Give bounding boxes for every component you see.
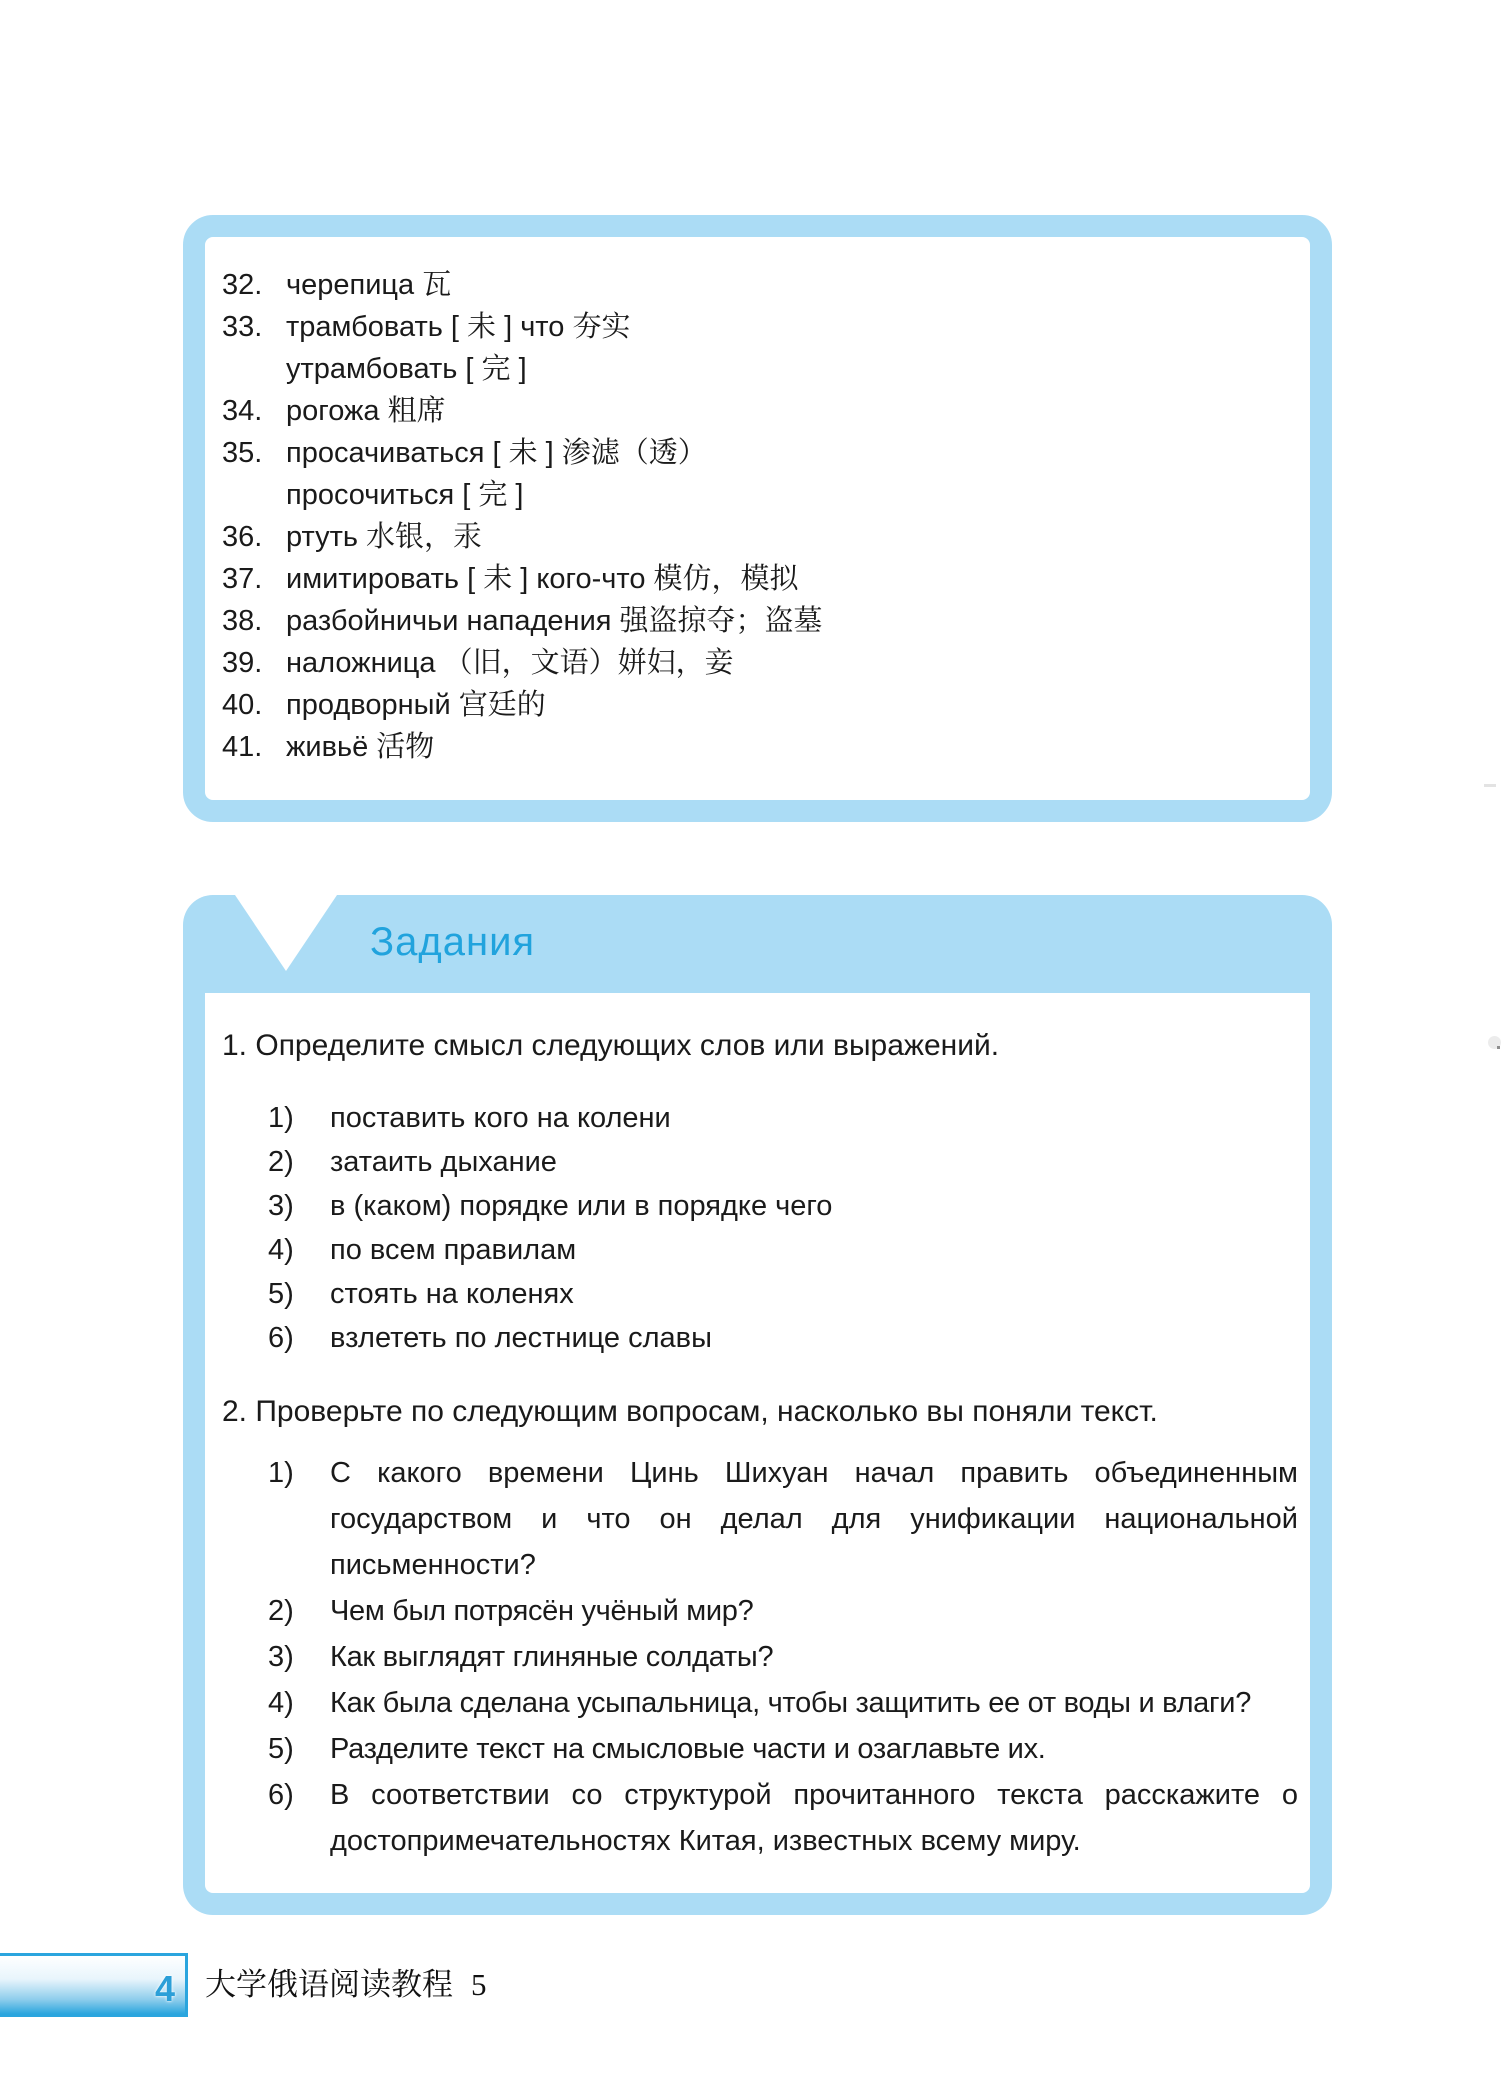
vocab-item-number: 40. <box>222 689 263 721</box>
item-number: 3) <box>268 1641 294 1673</box>
exercise2-item <box>222 1588 1298 1634</box>
footer-page-number-tab <box>0 1953 188 2017</box>
footer-book-title <box>205 1966 487 2004</box>
exercise2-item <box>222 1450 1298 1588</box>
vocab-item-number: 32. <box>222 269 263 301</box>
vocab-item-number: 35. <box>222 437 263 469</box>
item-text: стоять на коленях <box>330 1278 574 1310</box>
vocab-item <box>222 432 1296 474</box>
tasks-content <box>183 993 1332 1915</box>
item-text: в (каком) порядке или в порядке чего <box>330 1190 833 1222</box>
vocab-item-text: трамбовать [ 未 ] что 夯实 <box>286 311 631 343</box>
exercise2-list <box>222 1450 1298 1864</box>
exercise1-item <box>222 1322 1298 1355</box>
vocab-item <box>222 600 1296 642</box>
exercise1-item <box>222 1278 1298 1311</box>
vocab-item-text: разбойничьи нападения 强盗掠夺；盗墓 <box>286 605 823 637</box>
vocab-item-number <box>222 474 286 516</box>
item-text: Разделите текст на смысловые части и озаглавьте их. <box>330 1733 1046 1765</box>
item-text: затаить дыхание <box>330 1146 557 1178</box>
vocab-item-number: 33. <box>222 311 263 343</box>
vocab-item <box>222 726 1296 768</box>
band-notch-shape <box>235 895 337 971</box>
exercise1-list <box>222 1102 1298 1355</box>
scan-artifact-mark <box>1488 1036 1501 1049</box>
vocab-item-text: черепица 瓦 <box>286 269 452 301</box>
vocab-item-number: 41. <box>222 731 263 763</box>
vocab-item <box>222 516 1296 558</box>
exercise1-heading: 1. Определите смысл следующих слов или выражений. <box>222 1029 1000 1062</box>
item-text: поставить кого на колени <box>330 1102 671 1134</box>
vocab-item-number: 38. <box>222 605 263 637</box>
vocab-item <box>222 264 1296 306</box>
book-title-text: 大学俄语阅读教程 <box>205 1967 453 2002</box>
item-number: 2) <box>268 1595 294 1627</box>
vocab-item-continuation <box>222 474 1296 516</box>
vocab-item <box>222 558 1296 600</box>
exercise2-heading: 2. Проверьте по следующим вопросам, насколько вы поняли текст. <box>222 1395 1158 1428</box>
vocab-item <box>222 306 1296 348</box>
item-number: 4) <box>268 1234 294 1266</box>
vocabulary-panel <box>183 215 1332 822</box>
vocab-item <box>222 390 1296 432</box>
vocab-item-text: продворный 宫廷的 <box>286 689 546 721</box>
item-text: Как была сделана усыпальница, чтобы защитить ее от воды и влаги? <box>330 1687 1252 1719</box>
item-number: 1) <box>268 1102 294 1134</box>
item-text: Как выглядят глиняные солдаты? <box>330 1641 774 1673</box>
item-number: 5) <box>268 1733 294 1765</box>
vocab-item-text: просачиваться [ 未 ] 渗滤（透） <box>286 437 707 469</box>
vocab-item-text: утрамбовать [ 完 ] <box>286 353 527 385</box>
exercise1-item <box>222 1190 1298 1223</box>
item-text: взлететь по лестнице славы <box>330 1322 712 1354</box>
vocab-item-number: 37. <box>222 563 263 595</box>
item-number: 1) <box>268 1457 294 1489</box>
vocab-item-text: рогожа 粗席 <box>286 395 446 427</box>
item-number: 4) <box>268 1687 294 1719</box>
exercise2-item <box>222 1772 1298 1864</box>
vocab-item-number: 36. <box>222 521 263 553</box>
tasks-panel <box>183 895 1332 1915</box>
vocab-item-text: имитировать [ 未 ] кого-что 模仿，模拟 <box>286 563 799 595</box>
item-text: по всем правилам <box>330 1234 577 1266</box>
item-number: 5) <box>268 1278 294 1310</box>
item-number: 6) <box>268 1779 294 1811</box>
item-number: 6) <box>268 1322 294 1354</box>
item-text: Чем был потрясён учёный мир? <box>330 1595 754 1627</box>
vocab-item <box>222 642 1296 684</box>
exercise2-item <box>222 1726 1298 1772</box>
exercise1-item <box>222 1102 1298 1135</box>
vocab-item-number: 39. <box>222 647 263 679</box>
item-number: 2) <box>268 1146 294 1178</box>
vocab-item <box>222 684 1296 726</box>
vocab-item-text: наложница （旧，文语）姘妇，妾 <box>286 647 734 679</box>
exercise2-item <box>222 1634 1298 1680</box>
exercise2-item <box>222 1680 1298 1726</box>
vocab-item-continuation <box>222 348 1296 390</box>
vocab-item-number <box>222 348 286 390</box>
tasks-header-band <box>183 895 1332 993</box>
page-number: 4 <box>154 1968 175 2009</box>
book-volume-number: 5 <box>471 1967 487 2002</box>
exercise1-item <box>222 1146 1298 1179</box>
exercise1-item <box>222 1234 1298 1267</box>
vocab-item-number: 34. <box>222 395 263 427</box>
vocab-item-text: живьё 活物 <box>286 731 435 763</box>
item-text: С какого времени Цинь Шихуан начал править объединенным государством и что он делал для унификации национальной письменности? <box>330 1457 1298 1581</box>
tasks-title: Задания <box>370 920 536 964</box>
item-text: В соответствии со структурой прочитанного текста расскажите о достопримечательностях Китая, известных всему миру. <box>330 1779 1298 1857</box>
item-number: 3) <box>268 1190 294 1222</box>
vocab-item-text: ртуть 水银，汞 <box>286 521 483 553</box>
scan-artifact-mark <box>1484 784 1496 787</box>
vocab-item-text: просочиться [ 完 ] <box>286 479 524 511</box>
